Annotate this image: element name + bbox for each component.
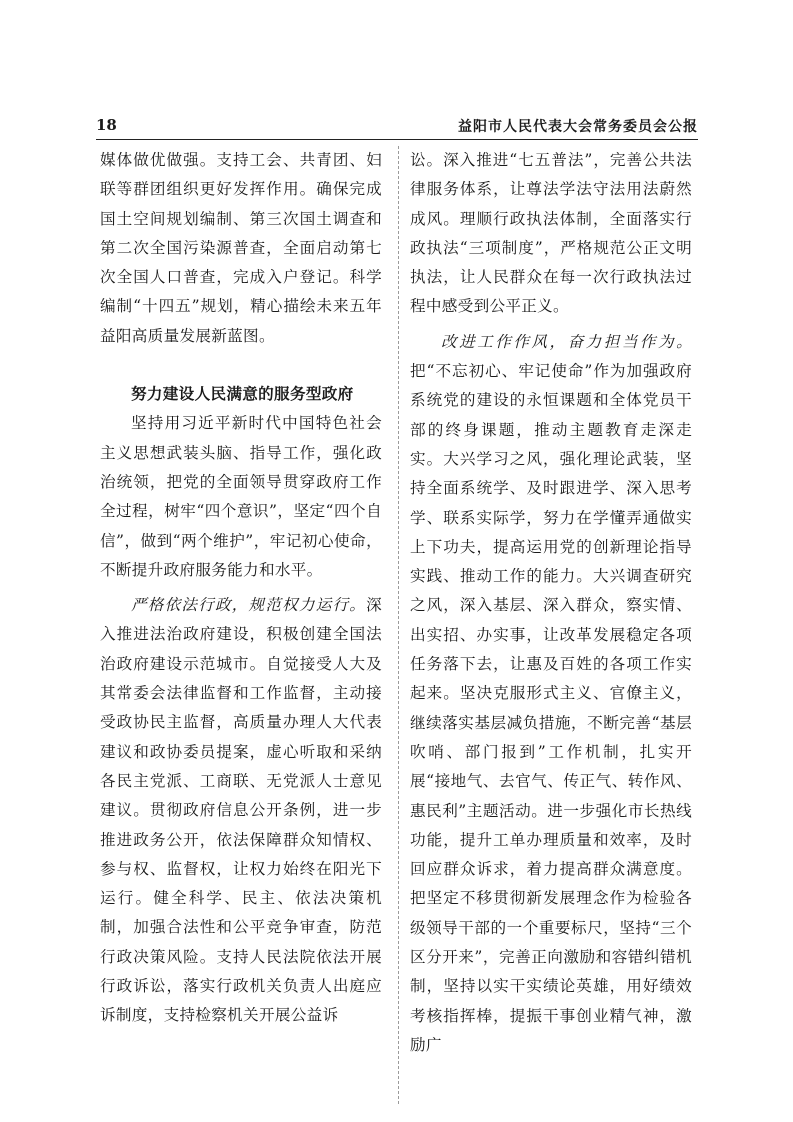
header-rule bbox=[96, 139, 698, 140]
page-header bbox=[96, 116, 698, 140]
section-heading: 努力建设人民满意的服务型政府 bbox=[131, 385, 354, 404]
paragraph: 媒体做优做强。支持工会、共青团、妇联等群团组织更好发挥作用。确保完成国土空间规划编制、第三次国土调查和第二次全国污染源普查，全面启动第七次全国人口普查，完成入户登记。科学编制“十四五”规划，精心描绘未来五年益阳高质量发展新蓝图。 bbox=[100, 151, 382, 345]
page-number: 18 bbox=[96, 116, 117, 134]
right-column bbox=[410, 146, 692, 1060]
paragraph bbox=[100, 591, 382, 1030]
journal-title: 益阳市人民代表大会常务委员会公报 bbox=[458, 119, 698, 135]
left-column bbox=[100, 146, 382, 1031]
paragraph-body: 把“不忘初心、牢记使命”作为加强政府系统党的建设的永恒课题和全体党员干部的终身课题，推动主题教育走深走实。大兴学习之风，强化理论武装，坚持全面系统学、及时跟进学、深入思考学、联系实际学，努力在学懂弄通做实上下功夫，提高运用党的创新理论指导实践、推动工作的能力。大兴调查研究之风，深入基层、深入群众，察实情、出实招、办实事，让改革发展稳定各项任务落下去，让惠及百姓的各项工作实起来。坚决克服形式主义、官僚主义，继续落实基层减负措施，不断完善“基层吹哨、部门报到”工作机制，扎实开展“接地气、去官气、传正气、转作风、惠民利”主题活动。进一步强化市长热线功能，提升工单办理质量和效率，及时回应群众诉求，着力提高群众满意度。把坚定不移贯彻新发展理念作为检验各级领导干部的一个重要标尺，坚持“三个区分开来”，完善正向激励和容错纠错机制，坚持以实干实绩论英雄，用好绩效考核指挥棒，提振干事创业精气神，激励广 bbox=[410, 362, 692, 1054]
paragraph: 坚持用习近平新时代中国特色社会主义思想武装头脑、指导工作，强化政治统领，把党的全面领导贯穿政府工作全过程，树牢“四个意识”，坚定“四个自信”，做到“两个维护”，牢记初心使命，不断提升政府服务能力和水平。 bbox=[100, 414, 382, 579]
paragraph-lead: 改进工作作风，奋力担当作为。 bbox=[441, 332, 692, 351]
column-divider bbox=[398, 146, 399, 1104]
paragraph-lead: 严格依法行政，规范权力运行。 bbox=[131, 596, 367, 615]
paragraph: 讼。深入推进“七五普法”，完善公共法律服务体系，让尊法学法守法用法蔚然成风。理顺行政执法体制，全面落实行政执法“三项制度”，严格规范公正文明执法，让人民群众在每一次行政执法过程中感受到公平正义。 bbox=[410, 151, 692, 316]
paragraph-body: 深入推进法治政府建设，积极创建全国法治政府建设示范城市。自觉接受人大及其常委会法律监督和工作监督，主动接受政协民主监督，高质量办理人大代表建议和政协委员提案，虚心听取和采纳各民主党派、工商联、无党派人士意见建议。贯彻政府信息公开条例，进一步推进政务公开，依法保障群众知情权、参与权、监督权，让权力始终在阳光下运行。健全科学、民主、依法决策机制，加强合法性和公平竞争审查，防范行政决策风险。支持人民法院依法开展行政诉讼，落实行政机关负责人出庭应诉制度，支持检察机关开展公益诉 bbox=[100, 596, 382, 1025]
paragraph bbox=[410, 328, 692, 1060]
